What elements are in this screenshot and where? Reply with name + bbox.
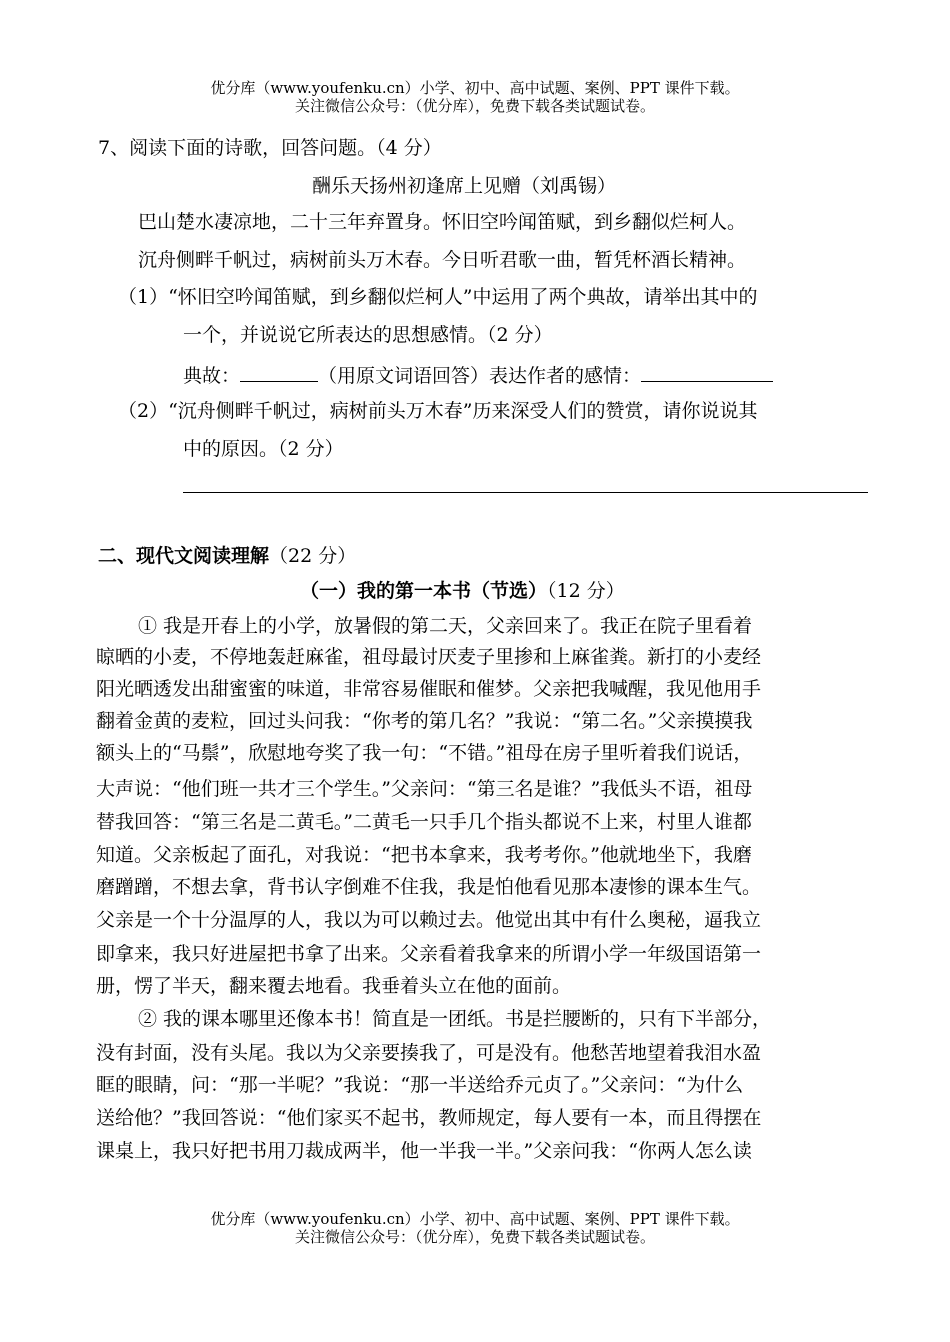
passage-line: 即拿来，我只好进屋把书拿了出来。父亲看着我拿来的所谓小学一年级国语第一 bbox=[96, 943, 762, 965]
passage-line: 替我回答：“第三名是二黄毛。”二黄毛一只手几个指头都说不上来，村里人谁都 bbox=[96, 811, 752, 833]
poem-line-2: 沉舟侧畔千帆过，病树前头万木春。今日听君歌一曲，暂凭杯酒长精神。 bbox=[138, 249, 747, 271]
passage-line: ① 我是开春上的小学，放暑假的第二天，父亲回来了。我正在院子里看着 bbox=[138, 615, 753, 637]
passage-heading-score: （12 分） bbox=[547, 580, 625, 602]
passage-heading-title: （一）我的第一本书（节选） bbox=[300, 580, 548, 602]
page-footer-line2: 关注微信公众号：（优分库），免费下载各类试题试卷。 bbox=[294, 1228, 655, 1246]
section-2-heading bbox=[98, 544, 356, 568]
passage-line: 翻着金黄的麦粒，回过头问我：“你考的第几名？”我说：“第二名。”父亲摸摸我 bbox=[96, 710, 753, 732]
passage-line: 册，愣了半天，翻来覆去地看。我垂着头立在他的面前。 bbox=[96, 975, 572, 997]
page-footer-line1: 优分库（www.youfenku.cn）小学、初中、高中试题、案例、PPT 课件下载。 bbox=[210, 1210, 740, 1228]
section-2-heading-title: 二、现代文阅读理解 bbox=[98, 545, 270, 567]
feeling-answer-blank[interactable] bbox=[641, 361, 773, 382]
subquestion-1-answer-line bbox=[183, 361, 773, 388]
passage-line: 大声说：“他们班一共才三个学生。”父亲问：“第三名是谁？”我低头不语，祖母 bbox=[96, 778, 753, 800]
passage-line: 晾晒的小麦，不停地轰赶麻雀，祖母最讨厌麦子里掺和上麻雀粪。新打的小麦经 bbox=[96, 646, 762, 668]
passage-line: 磨蹭蹭，不想去拿，背书认字倒难不住我，我是怕他看见那本凄惨的课本生气。 bbox=[96, 876, 762, 898]
passage-line: 课桌上，我只好把书用刀裁成两半，他一半我一半。”父亲问我：“你两人怎么读 bbox=[96, 1140, 752, 1162]
page-header-line2: 关注微信公众号：（优分库），免费下载各类试题试卷。 bbox=[294, 97, 655, 115]
question-7-title: 7、阅读下面的诗歌，回答问题。（4 分） bbox=[98, 137, 442, 159]
passage-line: 眶的眼睛，问：“那一半呢？”我说：“那一半送给乔元贞了。”父亲问：“为什么 bbox=[96, 1074, 744, 1096]
page-header-line1: 优分库（www.youfenku.cn）小学、初中、高中试题、案例、PPT 课件下载。 bbox=[210, 79, 740, 97]
passage-line: 送给他？”我回答说：“他们家买不起书，教师规定，每人要有一本，而且得摆在 bbox=[96, 1107, 762, 1129]
passage-line: 额头上的“马鬃”，欣慰地夸奖了我一句：“不错。”祖母在房子里听着我们说话， bbox=[96, 742, 753, 764]
subquestion-1-line-2: 一个，并说说它所表达的思想感情。（2 分） bbox=[183, 324, 553, 346]
subquestion-2-answer-rule[interactable] bbox=[183, 492, 868, 493]
allusion-answer-blank[interactable] bbox=[240, 361, 318, 382]
subquestion-2-line-2: 中的原因。（2 分） bbox=[183, 438, 344, 460]
passage-heading bbox=[300, 579, 625, 603]
subquestion-2-line-1: （2）“沉舟侧畔千帆过，病树前头万木春”历来深受人们的赞赏，请你说说其 bbox=[118, 400, 758, 422]
allusion-label: 典故： bbox=[183, 365, 241, 387]
feeling-label: （用原文词语回答）表达作者的感情： bbox=[318, 365, 642, 387]
section-2-heading-score: （22 分） bbox=[269, 545, 357, 567]
subquestion-1-line-1: （1）“怀旧空吟闻笛赋，到乡翻似烂柯人”中运用了两个典故，请举出其中的 bbox=[118, 286, 758, 308]
passage-line: ② 我的课本哪里还像本书！简直是一团纸。书是拦腰断的，只有下半部分， bbox=[138, 1008, 772, 1030]
passage-line: 父亲是一个十分温厚的人，我以为可以赖过去。他觉出其中有什么奥秘，逼我立 bbox=[96, 909, 762, 931]
passage-line: 知道。父亲板起了面孔，对我说：“把书本拿来，我考考你。”他就地坐下，我磨 bbox=[96, 844, 752, 866]
poem-title: 酬乐天扬州初逢席上见赠（刘禹锡） bbox=[312, 175, 617, 197]
passage-line: 没有封面，没有头尾。我以为父亲要揍我了，可是没有。他愁苦地望着我泪水盈 bbox=[96, 1042, 762, 1064]
poem-line-1: 巴山楚水凄凉地，二十三年弃置身。怀旧空吟闻笛赋，到乡翻似烂柯人。 bbox=[138, 211, 747, 233]
passage-line: 阳光晒透发出甜蜜蜜的味道，非常容易催眠和催梦。父亲把我喊醒，我见他用手 bbox=[96, 678, 762, 700]
